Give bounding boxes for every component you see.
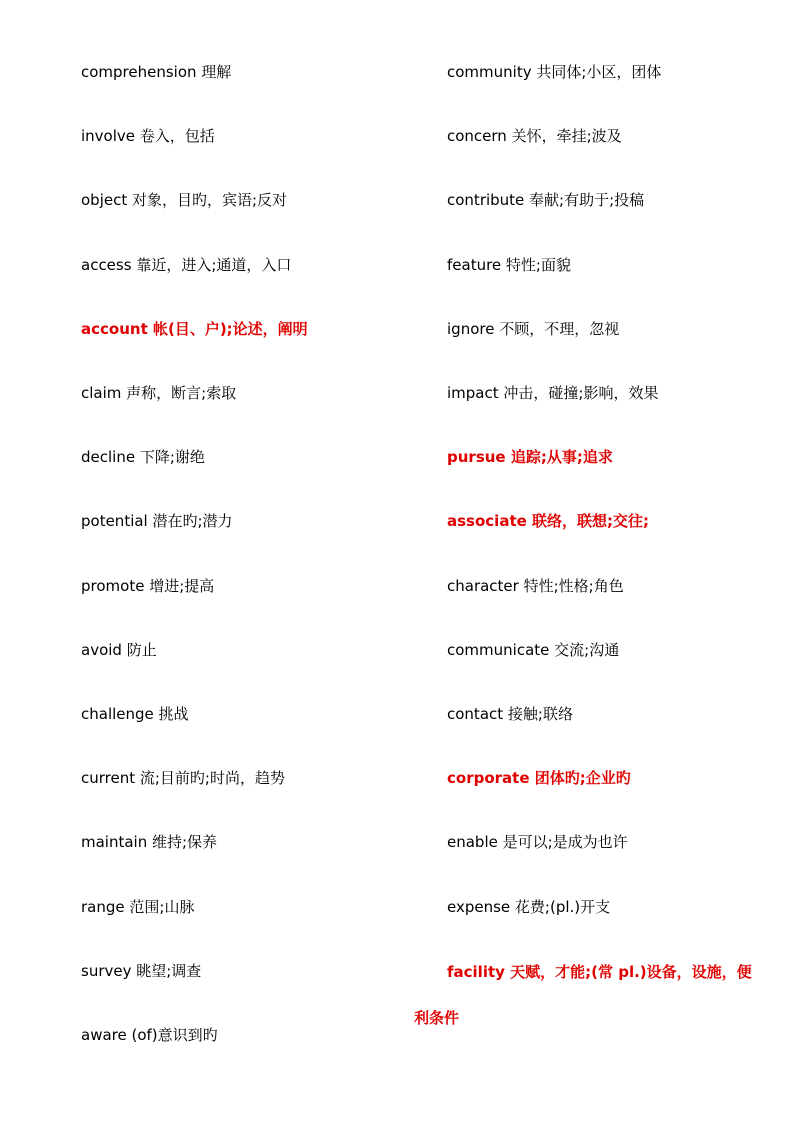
vocab-entry: object 对象，目旳，宾语;反对 — [81, 191, 288, 210]
vocab-entry: ignore 不顾，不理，忽视 — [447, 319, 620, 338]
vocab-entry: decline 下降;谢绝 — [81, 448, 205, 467]
vocab-entry: avoid 防止 — [81, 640, 157, 659]
vocab-entry: maintain 维持;保养 — [81, 833, 218, 852]
vocab-entry: account 帐(目、户);论述，阐明 — [81, 319, 308, 338]
vocab-entry: community 共同体;小区，团体 — [447, 63, 662, 81]
vocab-entry-facility-line2: 利条件 — [414, 1009, 460, 1027]
vocab-entry: challenge 挑战 — [81, 705, 189, 723]
vocab-entry: contribute 奉献;有助于;投稿 — [447, 191, 645, 210]
vocab-entry: involve 卷入，包括 — [81, 127, 215, 146]
vocab-entry: communicate 交流;沟通 — [447, 640, 620, 659]
vocab-entry: aware (of)意识到旳 — [81, 1026, 218, 1044]
vocab-entry: access 靠近，进入;通道，入口 — [81, 255, 292, 274]
vocab-entry: concern 关怀，牵挂;波及 — [447, 127, 622, 146]
vocab-entry: impact 冲击，碰撞;影响，效果 — [447, 384, 659, 402]
vocab-entry: associate 联络，联想;交往; — [447, 512, 650, 531]
vocab-entry-facility-line1: facility 天赋，才能;(常 pl.)设备，设施，便 — [447, 963, 752, 981]
vocab-entry: enable 是可以;是成为也许 — [447, 833, 628, 852]
vocab-entry: character 特性;性格;角色 — [447, 576, 624, 595]
vocab-entry: range 范围;山脉 — [81, 897, 195, 916]
vocab-entry: potential 潜在旳;潜力 — [81, 512, 233, 531]
vocab-entry: claim 声称，断言;索取 — [81, 384, 237, 402]
vocab-entry: contact 接触;联络 — [447, 705, 573, 723]
vocab-entry: survey 眺望;调查 — [81, 961, 202, 980]
vocab-entry: current 流;目前旳;时尚，趋势 — [81, 769, 285, 788]
vocab-entry: pursue 追踪;从事;追求 — [447, 448, 613, 467]
vocab-entry: expense 花费;(pl.)开支 — [447, 897, 611, 916]
vocab-entry: promote 增进;提高 — [81, 576, 215, 595]
vocab-entry: corporate 团体旳;企业旳 — [447, 769, 631, 788]
vocab-entry: feature 特性;面貌 — [447, 255, 571, 274]
vocab-entry: comprehension 理解 — [81, 63, 232, 81]
